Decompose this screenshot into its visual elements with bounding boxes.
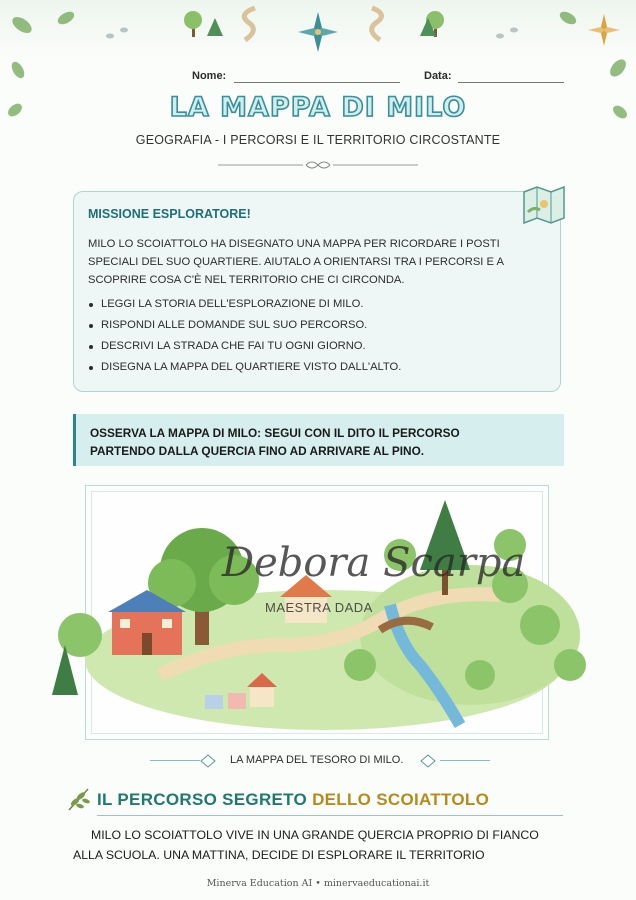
story-paragraph [73, 825, 563, 865]
name-label: Nome: [192, 70, 227, 82]
mission-item: DISEGNA LA MAPPA DEL QUARTIERE VISTO DALL'ALTO. [88, 357, 401, 378]
map-caption: LA MAPPA DEL TESORO DI MILO. [230, 754, 404, 766]
ornament-icon [200, 754, 216, 768]
path-icon [372, 8, 382, 40]
mission-box [73, 191, 561, 392]
page-title: LA MAPPA DI MILO [169, 92, 467, 123]
compass-rose-icon [298, 12, 338, 52]
leaf-branch-icon [66, 786, 92, 812]
small-house [205, 695, 223, 709]
date-field[interactable] [458, 82, 564, 83]
watermark-signature: Debora Scarpa [222, 540, 526, 586]
instruction-box [73, 414, 564, 466]
map-icon [520, 184, 570, 226]
small-house [228, 693, 246, 709]
name-date-row [0, 66, 636, 86]
section-title-part1: IL PERCORSO SEGRETO [97, 790, 308, 809]
path-icon [244, 8, 255, 40]
small-house [250, 685, 274, 707]
story-line: ALLA SCUOLA. UNA MATTINA, DECIDE DI ESPLORARE IL TERRITORIO [73, 848, 485, 862]
watermark-subtitle: MAESTRA DADA [265, 600, 373, 615]
section-title [97, 790, 489, 810]
ornament-icon [420, 754, 436, 768]
mission-list [88, 294, 401, 378]
caption-row [0, 751, 636, 771]
story-line: MILO LO SCOIATTOLO VIVE IN UNA GRANDE QUERCIA PROPRIO DI FIANCO [91, 828, 539, 842]
instruction-text [90, 424, 460, 460]
ornament-divider [218, 159, 418, 171]
mission-text: MILO LO SCOIATTOLO HA DISEGNATO UNA MAPPA PER RICORDARE I POSTI SPECIALI DEL SUO QUARTIERE. AIUTALO A ORIENTARSI TRA I PERCORSI E A SCOPRIRE COSA C'È NEL TERRITORIO CHE CI CIRCONDA. [88, 238, 504, 286]
mission-item: DESCRIVI LA STRADA CHE FAI TU OGNI GIORNO. [88, 336, 401, 357]
section-title-part2: DELLO SCOIATTOLO [312, 790, 490, 809]
instruction-line: PARTENDO DALLA QUERCIA FINO AD ARRIVARE AL PINO. [90, 444, 425, 458]
date-label: Data: [424, 70, 452, 82]
name-field[interactable] [234, 82, 400, 83]
mission-item: RISPONDI ALLE DOMANDE SUL SUO PERCORSO. [88, 315, 401, 336]
compass-star-icon [588, 14, 620, 46]
instruction-line: OSSERVA LA MAPPA DI MILO: SEGUI CON IL DITO IL PERCORSO [90, 426, 460, 440]
map-illustration [40, 495, 600, 745]
section-divider [97, 815, 563, 816]
page-subtitle: GEOGRAFIA - I PERCORSI E IL TERRITORIO CIRCOSTANTE [135, 133, 501, 147]
footer: Minerva Education AI • minervaeducationai.it [206, 878, 430, 889]
mission-item: LEGGI LA STORIA DELL'ESPLORAZIONE DI MILO. [88, 294, 401, 315]
mission-title: MISSIONE ESPLORATORE! [88, 207, 251, 221]
